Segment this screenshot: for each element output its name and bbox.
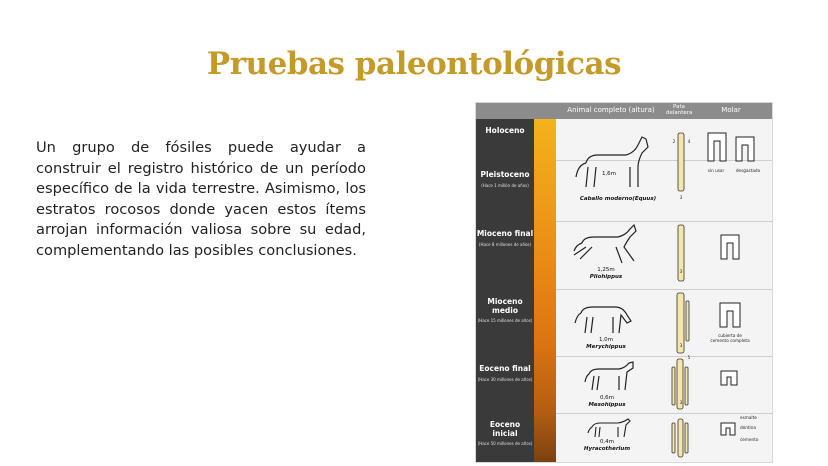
digit-4: 4 (687, 139, 691, 144)
pliohippus-name: Pliohippus (589, 274, 623, 280)
era-mioceno-medio: Mioceno medio (Hace 15 millones de años) (477, 297, 533, 323)
figure-header (476, 103, 772, 119)
row-separator (556, 289, 772, 290)
pliohippus-height: 1,25m (597, 267, 615, 273)
hyracotherium-height: 0,4m (599, 439, 615, 445)
molar-drawings-pleistoceno (704, 131, 764, 165)
merychippus-drawing (571, 295, 641, 339)
molar-sin-usar-label: sin usar (707, 168, 725, 173)
strata-band (534, 119, 556, 462)
equus-height: 1,6m (601, 171, 617, 177)
row-separator (556, 413, 772, 414)
molar-drawing-merychippus (718, 301, 742, 329)
hyracotherium-name: Hyracotherium (583, 446, 631, 452)
equus-name: Caballo moderno(Equus) (579, 196, 657, 202)
era-pleistoceno: Pleistoceno (Hace 1 millón de años) (480, 170, 530, 188)
era-eoceno-final: Eoceno final (Hace 30 millones de años) (477, 364, 533, 382)
molar-cubierta-label: cubierta de cemento completa (710, 333, 750, 343)
foreleg-bones-drawing (669, 129, 693, 459)
merychippus-name: Merychippus (586, 344, 626, 350)
cemento-label: cemento (740, 437, 759, 442)
equus-horse-drawing (568, 133, 658, 193)
mesohippus-height: 0,6m (599, 395, 615, 401)
digit-3: 3 (679, 195, 683, 200)
molar-drawing-mesohippus (719, 369, 739, 387)
body-paragraph: Un grupo de fósiles puede ayudar a construir el registro histórico de un período específico de la vida terrestre. Asimismo, los estratos rocosos donde yacen estos ítems arrojan información valiosa sobre su edad, complementando las posibles conclusiones. (36, 139, 366, 259)
header-molar: Molar (721, 106, 741, 114)
digit-2: 2 (672, 139, 676, 144)
era-mioceno-final: Mioceno final (Hace 8 millones de años) (476, 229, 534, 247)
page-title: Pruebas paleontológicas (206, 46, 622, 82)
era-eoceno-inicial: Eoceno inicial (Hace 50 millones de años) (477, 420, 533, 446)
pliohippus-drawing (568, 221, 648, 271)
dentina-label: dentina (740, 425, 756, 430)
digit-3: 3 (679, 343, 683, 348)
mesohippus-drawing (581, 358, 641, 396)
digit-3: 3 (679, 400, 683, 405)
merychippus-height: 1,0m (598, 337, 614, 343)
digit-5: 5 (687, 355, 691, 360)
digit-3: 3 (679, 269, 683, 274)
header-pata: Pata delantera (666, 104, 693, 116)
esmalte-label: esmalte (740, 415, 757, 420)
molar-drawing-hyracotherium (719, 421, 737, 437)
molar-drawing-pliohippus (719, 233, 741, 261)
horse-evolution-figure (475, 102, 773, 463)
header-animal: Animal completo (altura) (567, 106, 655, 114)
row-separator (556, 356, 772, 357)
era-holoceno: Holoceno (485, 126, 525, 135)
molar-desgastado-label: desgastado (735, 168, 761, 173)
mesohippus-name: Mesohippus (588, 402, 626, 408)
